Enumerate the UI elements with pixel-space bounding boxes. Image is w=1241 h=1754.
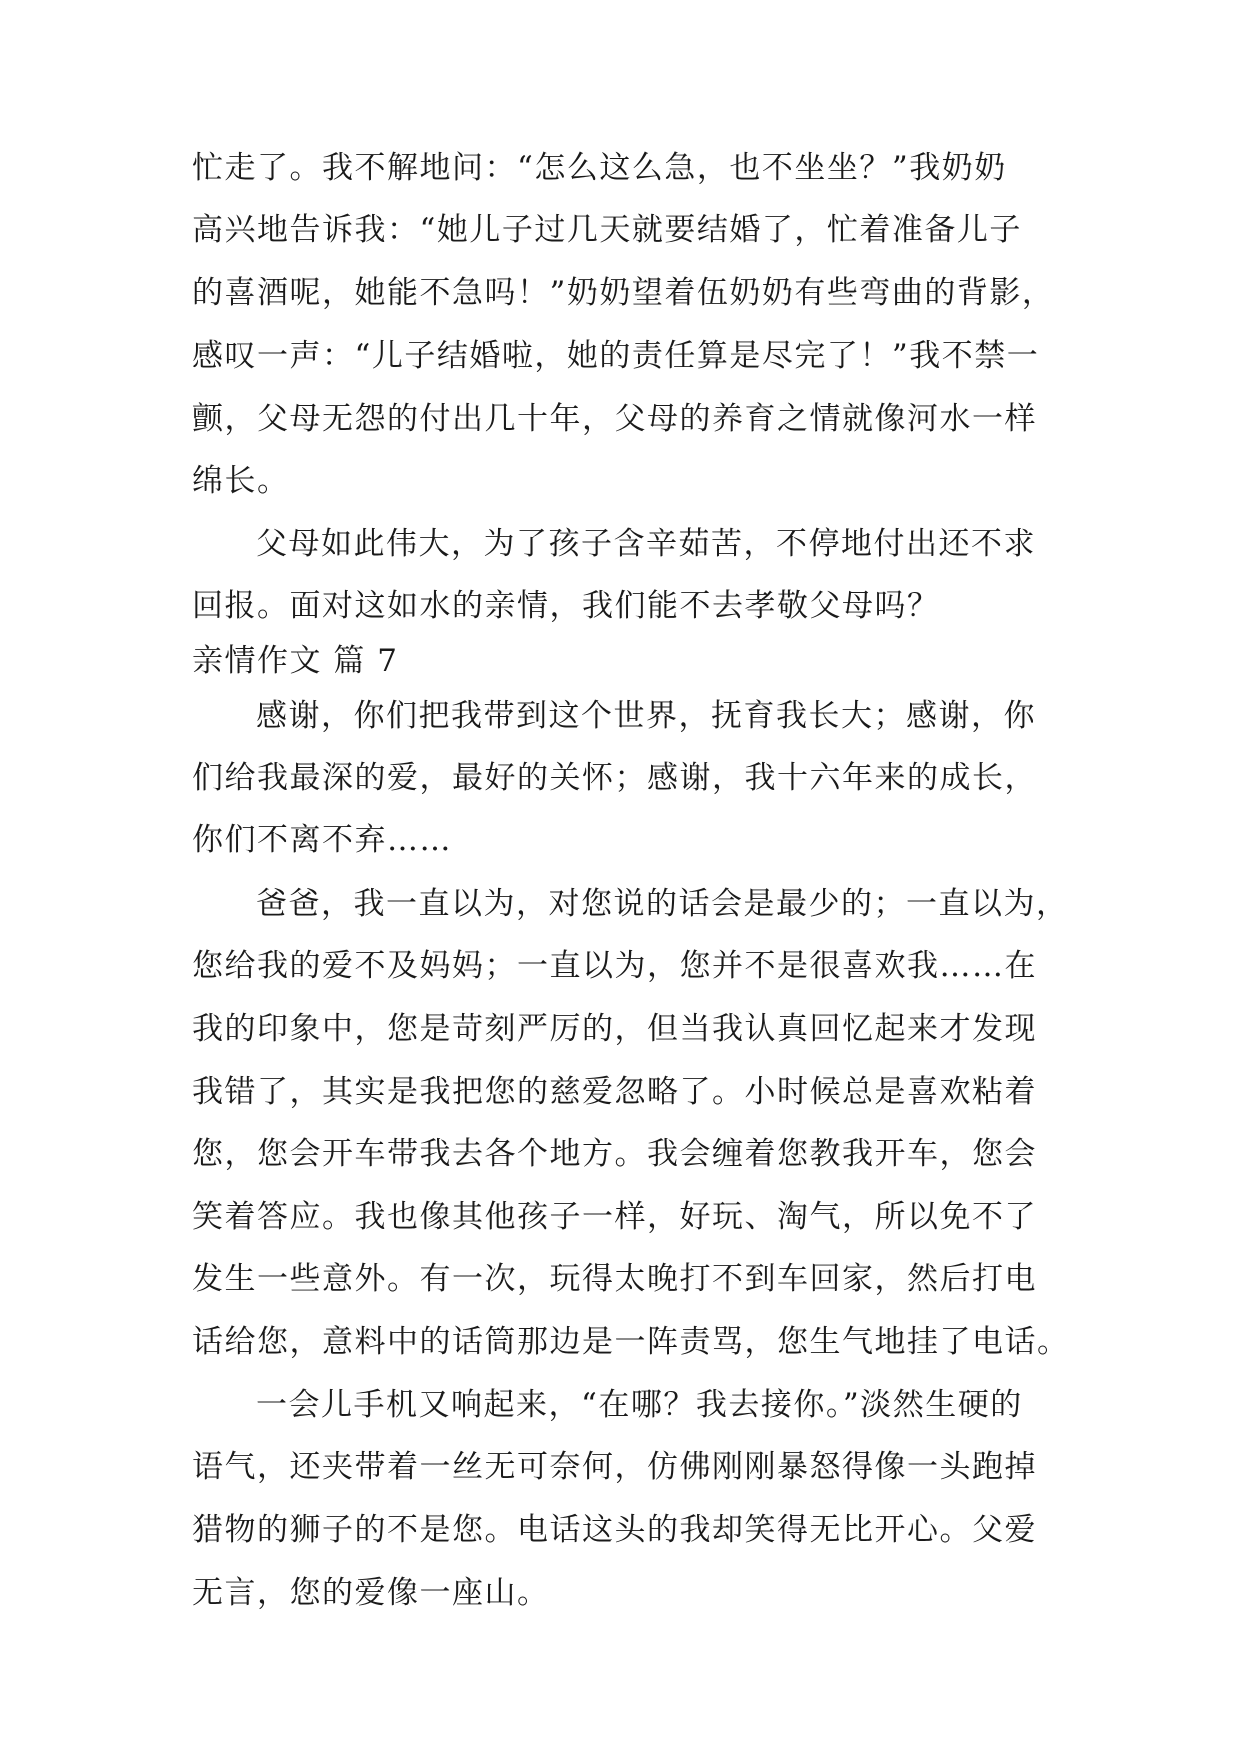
text-line: 发生一些意外。有一次，玩得太晚打不到车回家，然后打电 (192, 1261, 1037, 1297)
section-heading: 亲情作文 篇 7 (192, 643, 399, 679)
text-line: 笑着答应。我也像其他孩子一样，好玩、淘气，所以免不了 (192, 1199, 1037, 1235)
text-line: 我错了，其实是我把您的慈爱忽略了。小时候总是喜欢粘着 (192, 1074, 1037, 1110)
text-line: 绵长。 (192, 463, 290, 499)
text-line: 语气，还夹带着一丝无可奈何，仿佛刚刚暴怒得像一头跑掉 (192, 1449, 1037, 1485)
text-line: 的喜酒呢，她能不急吗！”奶奶望着伍奶奶有些弯曲的背影， (192, 275, 1055, 311)
text-line: 父母如此伟大，为了孩子含辛茹苦，不停地付出还不求 (256, 526, 1036, 562)
text-line: 们给我最深的爱，最好的关怀；感谢，我十六年来的成长， (192, 760, 1037, 796)
text-line: 您给我的爱不及妈妈；一直以为，您并不是很喜欢我……在 (192, 948, 1037, 984)
text-line: 高兴地告诉我：“她儿子过几天就要结婚了，忙着准备儿子 (192, 212, 1022, 248)
text-line: 猎物的狮子的不是您。电话这头的我却笑得无比开心。父爱 (192, 1512, 1037, 1548)
text-line: 你们不离不弃…… (192, 822, 452, 858)
text-line: 您，您会开车带我去各个地方。我会缠着您教我开车，您会 (192, 1136, 1037, 1172)
text-line: 感谢，你们把我带到这个世界，抚育我长大；感谢，你 (256, 698, 1036, 734)
text-line: 颤，父母无怨的付出几十年，父母的养育之情就像河水一样 (192, 401, 1037, 437)
text-line: 感叹一声：“儿子结婚啦，她的责任算是尽完了！”我不禁一 (192, 338, 1040, 374)
text-line: 我的印象中，您是苛刻严厉的，但当我认真回忆起来才发现 (192, 1011, 1037, 1047)
text-line: 一会儿手机又响起来，“在哪？我去接你。”淡然生硬的 (256, 1387, 1023, 1423)
text-line: 话给您，意料中的话筒那边是一阵责骂，您生气地挂了电话。 (192, 1324, 1070, 1360)
text-line: 无言，您的爱像一座山。 (192, 1575, 550, 1611)
text-line: 忙走了。我不解地问：“怎么这么急，也不坐坐？”我奶奶 (192, 150, 1007, 186)
text-line: 爸爸，我一直以为，对您说的话会是最少的；一直以为， (256, 886, 1069, 922)
text-line: 回报。面对这如水的亲情，我们能不去孝敬父母吗？ (192, 588, 940, 624)
